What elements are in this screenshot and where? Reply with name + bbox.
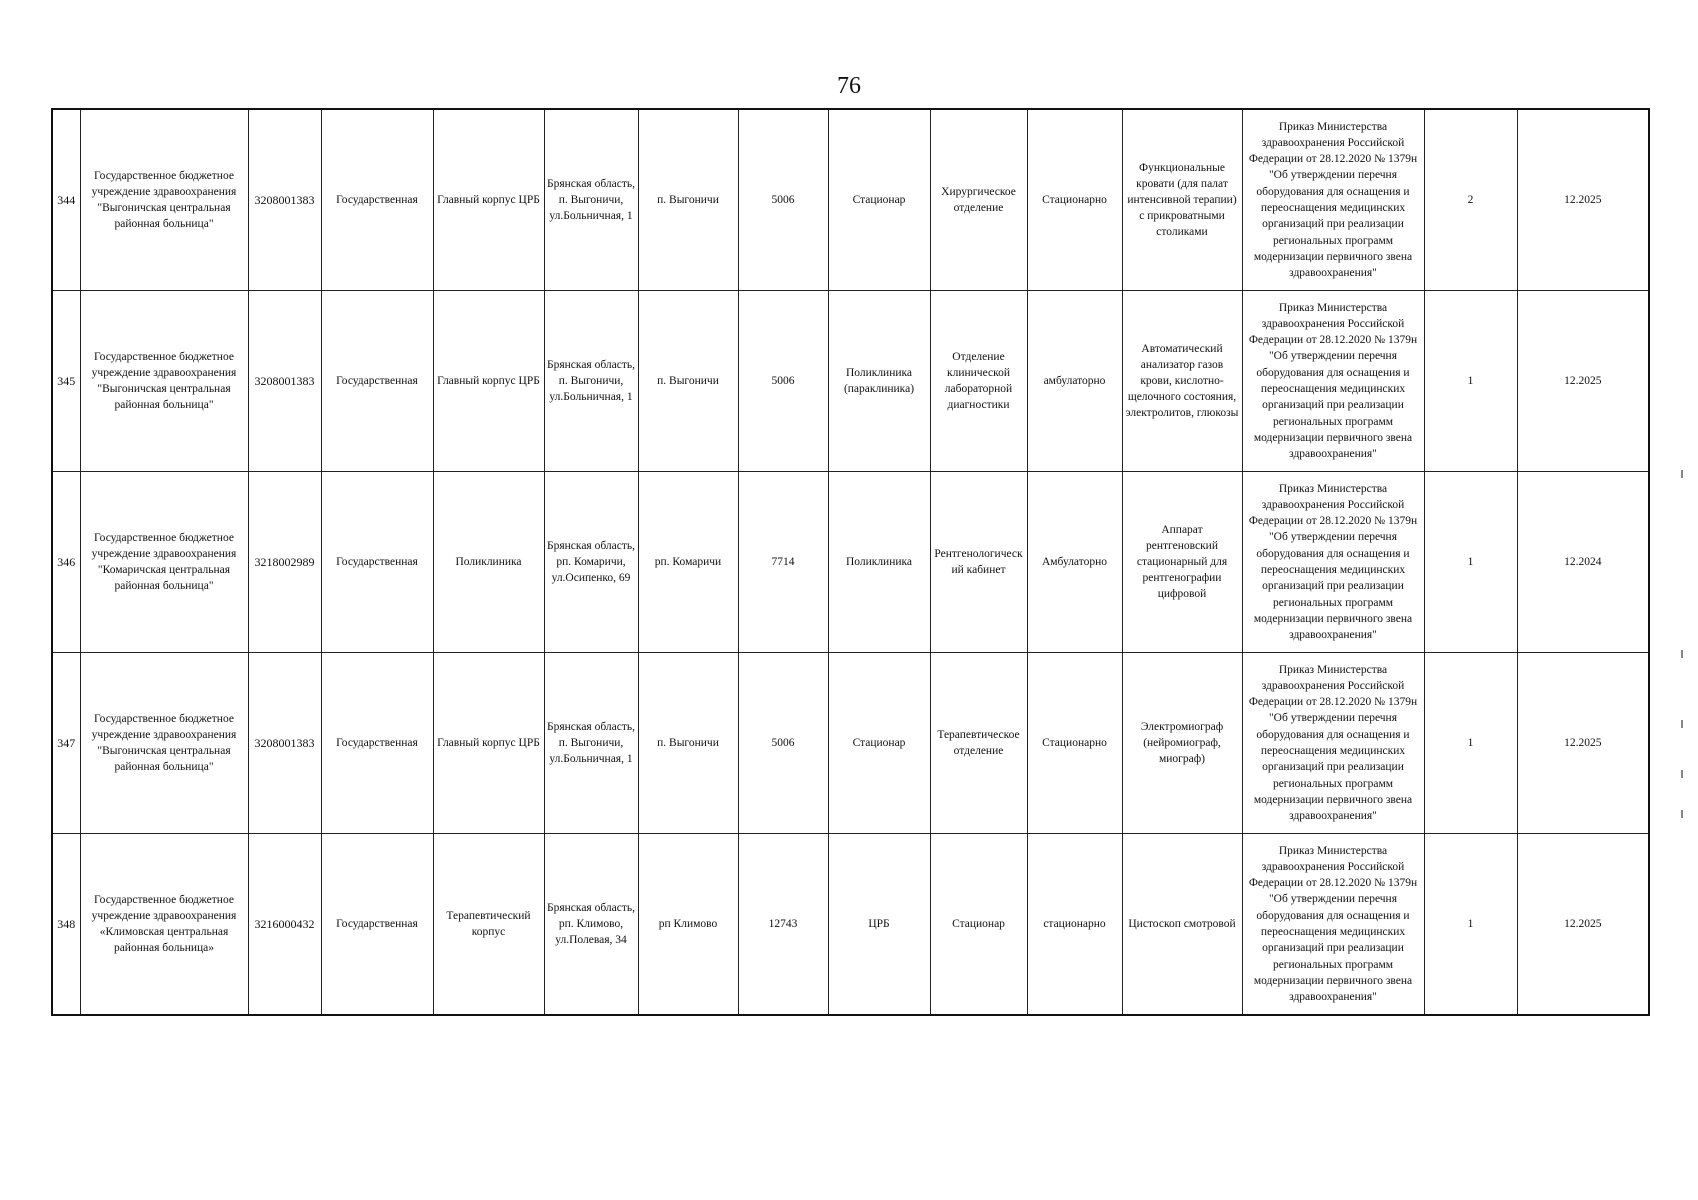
row-number-cell: 348 (52, 834, 80, 1016)
equipment-table (51, 108, 1650, 1016)
table-body (52, 109, 1649, 1015)
quantity-cell: 1 (1424, 291, 1517, 472)
address-cell: Брянская область, п. Выгоничи, ул.Больничная, 1 (544, 109, 638, 291)
inn-cell: 3208001383 (248, 109, 321, 291)
ownership-form-cell: Государственная (321, 653, 433, 834)
equipment-name-cell: Электромиограф (нейромиограф, миограф) (1122, 653, 1242, 834)
unit-type-cell: Поликлиника (828, 472, 930, 653)
locality-cell: рп. Комаричи (638, 472, 738, 653)
inn-cell: 3216000432 (248, 834, 321, 1016)
quantity-cell: 1 (1424, 472, 1517, 653)
department-cell: Рентгенологический кабинет (930, 472, 1027, 653)
locality-cell: п. Выгоничи (638, 109, 738, 291)
care-form-cell: Стационарно (1027, 109, 1122, 291)
unit-type-cell: Стационар (828, 109, 930, 291)
table-row (52, 472, 1649, 653)
institution-name-cell: Государственное бюджетное учреждение здравоохранения "Выгоничская центральная районная больница" (80, 653, 248, 834)
unit-type-cell: Стационар (828, 653, 930, 834)
address-cell: Брянская область, п. Выгоничи, ул.Больничная, 1 (544, 653, 638, 834)
ownership-form-cell: Государственная (321, 834, 433, 1016)
row-number-cell: 346 (52, 472, 80, 653)
population-cell: 7714 (738, 472, 828, 653)
quantity-cell: 2 (1424, 109, 1517, 291)
care-form-cell: Стационарно (1027, 653, 1122, 834)
legal-basis-cell: Приказ Министерства здравоохранения Российской Федерации от 28.12.2020 № 1379н "Об утверждении перечня оборудования для оснащения и переоснащения медицинских организаций при реализации региональных программ модернизации первичного звена здравоохранения" (1242, 291, 1424, 472)
building-name-cell: Поликлиника (433, 472, 544, 653)
ownership-form-cell: Государственная (321, 109, 433, 291)
care-form-cell: Амбулаторно (1027, 472, 1122, 653)
institution-name-cell: Государственное бюджетное учреждение здравоохранения «Климовская центральная районная больница» (80, 834, 248, 1016)
row-number-cell: 347 (52, 653, 80, 834)
inn-cell: 3208001383 (248, 653, 321, 834)
institution-name-cell: Государственное бюджетное учреждение здравоохранения "Выгоничская центральная районная больница" (80, 109, 248, 291)
delivery-date-cell: 12.2025 (1517, 109, 1649, 291)
population-cell: 12743 (738, 834, 828, 1016)
building-name-cell: Главный корпус ЦРБ (433, 653, 544, 834)
address-cell: Брянская область, рп. Климово, ул.Полевая, 34 (544, 834, 638, 1016)
address-cell: Брянская область, п. Выгоничи, ул.Больничная, 1 (544, 291, 638, 472)
unit-type-cell: ЦРБ (828, 834, 930, 1016)
inn-cell: 3218002989 (248, 472, 321, 653)
legal-basis-cell: Приказ Министерства здравоохранения Российской Федерации от 28.12.2020 № 1379н "Об утверждении перечня оборудования для оснащения и переоснащения медицинских организаций при реализации региональных программ модернизации первичного звена здравоохранения" (1242, 472, 1424, 653)
building-name-cell: Главный корпус ЦРБ (433, 109, 544, 291)
scan-artifact-marks (1681, 470, 1684, 830)
department-cell: Хирургическое отделение (930, 109, 1027, 291)
inn-cell: 3208001383 (248, 291, 321, 472)
table-row (52, 834, 1649, 1016)
department-cell: Стационар (930, 834, 1027, 1016)
equipment-name-cell: Аппарат рентгеновский стационарный для рентгенографии цифровой (1122, 472, 1242, 653)
quantity-cell: 1 (1424, 653, 1517, 834)
building-name-cell: Терапевтический корпус (433, 834, 544, 1016)
row-number-cell: 345 (52, 291, 80, 472)
institution-name-cell: Государственное бюджетное учреждение здравоохранения "Комаричская центральная районная больница" (80, 472, 248, 653)
page-number: 76 (837, 73, 861, 99)
ownership-form-cell: Государственная (321, 291, 433, 472)
table-row (52, 109, 1649, 291)
legal-basis-cell: Приказ Министерства здравоохранения Российской Федерации от 28.12.2020 № 1379н "Об утверждении перечня оборудования для оснащения и переоснащения медицинских организаций при реализации региональных программ модернизации первичного звена здравоохранения" (1242, 653, 1424, 834)
care-form-cell: стационарно (1027, 834, 1122, 1016)
delivery-date-cell: 12.2024 (1517, 472, 1649, 653)
delivery-date-cell: 12.2025 (1517, 653, 1649, 834)
equipment-name-cell: Функциональные кровати (для палат интенсивной терапии) с прикроватными столиками (1122, 109, 1242, 291)
department-cell: Терапевтическое отделение (930, 653, 1027, 834)
equipment-name-cell: Автоматический анализатор газов крови, кислотно-щелочного состояния, электролитов, глюкозы (1122, 291, 1242, 472)
row-number-cell: 344 (52, 109, 80, 291)
population-cell: 5006 (738, 109, 828, 291)
care-form-cell: амбулаторно (1027, 291, 1122, 472)
department-cell: Отделение клинической лабораторной диагностики (930, 291, 1027, 472)
table-row (52, 291, 1649, 472)
institution-name-cell: Государственное бюджетное учреждение здравоохранения "Выгоничская центральная районная больница" (80, 291, 248, 472)
delivery-date-cell: 12.2025 (1517, 834, 1649, 1016)
table-row (52, 653, 1649, 834)
ownership-form-cell: Государственная (321, 472, 433, 653)
quantity-cell: 1 (1424, 834, 1517, 1016)
locality-cell: рп Климово (638, 834, 738, 1016)
population-cell: 5006 (738, 291, 828, 472)
delivery-date-cell: 12.2025 (1517, 291, 1649, 472)
locality-cell: п. Выгоничи (638, 291, 738, 472)
locality-cell: п. Выгоничи (638, 653, 738, 834)
unit-type-cell: Поликлиника (параклиника) (828, 291, 930, 472)
building-name-cell: Главный корпус ЦРБ (433, 291, 544, 472)
legal-basis-cell: Приказ Министерства здравоохранения Российской Федерации от 28.12.2020 № 1379н "Об утверждении перечня оборудования для оснащения и переоснащения медицинских организаций при реализации региональных программ модернизации первичного звена здравоохранения" (1242, 834, 1424, 1016)
equipment-name-cell: Цистоскоп смотровой (1122, 834, 1242, 1016)
address-cell: Брянская область, рп. Комаричи, ул.Осипенко, 69 (544, 472, 638, 653)
legal-basis-cell: Приказ Министерства здравоохранения Российской Федерации от 28.12.2020 № 1379н "Об утверждении перечня оборудования для оснащения и переоснащения медицинских организаций при реализации региональных программ модернизации первичного звена здравоохранения" (1242, 109, 1424, 291)
population-cell: 5006 (738, 653, 828, 834)
